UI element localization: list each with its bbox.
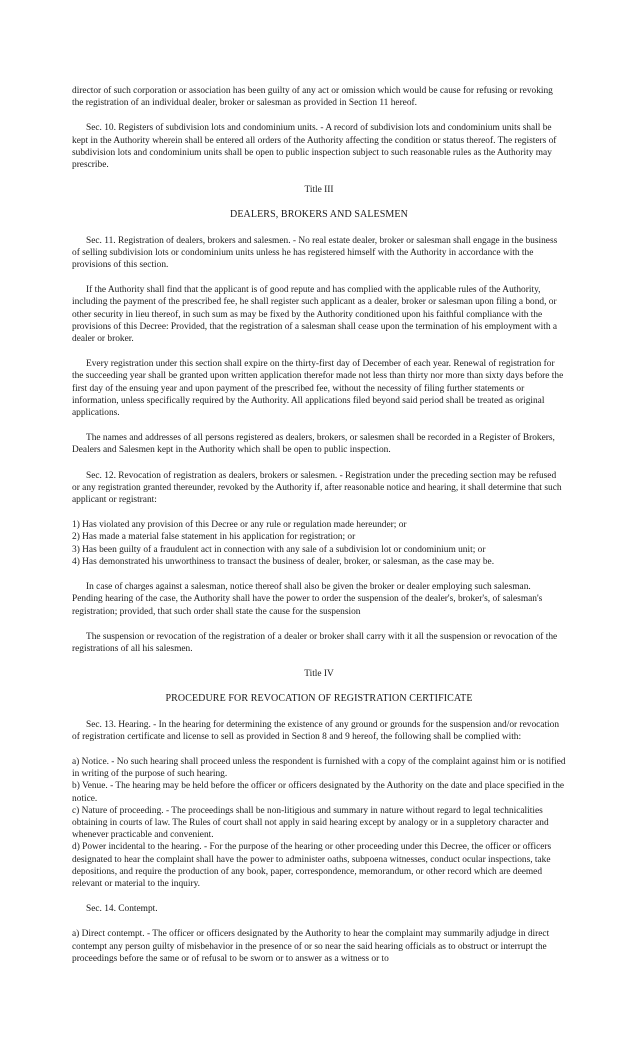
- title-iv-label: Title IV: [304, 669, 334, 680]
- title-iii-label: Title III: [304, 185, 334, 196]
- list-item: 2) Has made a material false statement in his application for registration; or: [72, 532, 356, 543]
- section-13-paragraph: Sec. 13. Hearing. - In the hearing for determining the existence of any ground or grounds for the suspension and/or revocation of registration certificate and license to sell as provided in Section 8 and 9 hereof, the following shall be complied with:: [72, 719, 560, 742]
- pending-hearing-paragraph: Pending hearing of the case, the Authority shall have the power to order the suspension of the dealer's, broker's, of salesman's registration; provided, that such order shall state the cause for the suspension: [72, 594, 543, 617]
- paragraph-continuation: director of such corporation or association has been guilty of any act or omission which would be cause for refusing or revoking the registration of an individual dealer, broker or salesman as provided in Section 11 hereof.: [72, 86, 553, 109]
- direct-contempt-paragraph: a) Direct contempt. - The officer or officers designated by the Authority to hear the complaint may summarily adjudge in direct contempt any person guilty of misbehavior in the presence of or so near the said hearing officials as to obstruct or interrupt the proceedings before the same or of refusal to be sworn or to answer as a witness or to: [72, 929, 550, 964]
- section-10-paragraph: Sec. 10. Registers of subdivision lots and condominium units. - A record of subdivision lots and condominium units shall be kept in the Authority wherein shall be entered all orders of the Authority affecting the condition or status thereof. The registers of subdivision lots and condominium units shall be open to public inspection subject to such reasonable rules as the Authority may prescribe.: [72, 123, 557, 171]
- list-item: c) Nature of proceeding. - The proceedings shall be non-litigious and summary in nature without regard to legal technicalities obtaining in courts of law. The Rules of court shall not apply in said hearing except by analogy or in a suppletory character and whenever practicable and convenient.: [72, 805, 549, 841]
- registration-paragraph: If the Authority shall find that the applicant is of good repute and has complied with the applicable rules of the Authority, including the payment of the prescribed fee, he shall register such applicant as a dealer, broker or salesman upon filing a bond, or other security in lieu thereof, in such sum as may be fixed by the Authority conditioned upon his faithful compliance with the provisions of this Decree: Provided, that the registration of a salesman shall cease upon the termination of his employment with a dealer or broker.: [72, 285, 558, 345]
- title-iii-heading: DEALERS, BROKERS AND SALESMEN: [230, 209, 408, 221]
- list-item: 1) Has violated any provision of this Decree or any rule or regulation made hereunder; or: [72, 520, 407, 531]
- suspension-paragraph: The suspension or revocation of the registration of a dealer or broker shall carry with it all the suspension or revocation of the registrations of all his salesmen.: [72, 631, 558, 654]
- title-iv-heading: PROCEDURE FOR REVOCATION OF REGISTRATION CERTIFICATE: [165, 693, 473, 705]
- section-11-paragraph: Sec. 11. Registration of dealers, brokers and salesmen. - No real estate dealer, broker or salesman shall engage in the business of selling subdivision lots or condominium units unless he has registered himself with the Authority in accordance with the provisions of this section.: [72, 235, 558, 271]
- renewal-paragraph: Every registration under this section shall expire on the thirty-first day of December of each year. Renewal of registration for the succeeding year shall be granted upon written application therefor made not less than thirty nor more than sixty days before the first day of the ensuing year and upon payment of the prescribed fee, without the necessity of filing further statements or information, unless specifically required by the Authority. All applications filed beyond said period shall be treated as original applications.: [72, 359, 564, 419]
- list-item: a) Notice. - No such hearing shall proceed unless the respondent is furnished with a copy of the complaint against him or is notified in writing of the purpose of such hearing.: [72, 756, 566, 780]
- list-item: b) Venue. - The hearing may be held before the officer or officers designated by the Authority on the date and place specified in the notice.: [72, 781, 565, 804]
- list-item: 4) Has demonstrated his unworthiness to transact the business of dealer, broker, or salesman, as the case may be.: [72, 556, 495, 567]
- salesman-notice-paragraph: In case of charges against a salesman, notice thereof shall also be given the broker or dealer employing such salesman.: [86, 582, 531, 593]
- list-item: d) Power incidental to the hearing. - For the purpose of the hearing or other proceeding under this Decree, the officer or officers designated to hear the complaint shall have the power to administer oaths, subpoena witnesses, conduct ocular inspections, take depositions, and require the production of any book, paper, correspondence, memorandum, or other record which are deemed relevant or material to the inquiry.: [72, 842, 552, 889]
- document-page: [72, 85, 566, 978]
- register-paragraph: The names and addresses of all persons registered as dealers, brokers, or salesmen shall be recorded in a Register of Brokers, Dealers and Salesmen kept in the Authority which shall be open to public inspection.: [72, 433, 555, 456]
- section-12-list: [72, 519, 566, 568]
- section-13-list: [72, 756, 566, 890]
- section-14-heading: Sec. 14. Contempt.: [86, 904, 158, 915]
- section-12-paragraph: Sec. 12. Revocation of registration as dealers, brokers or salesmen. - Registration under the preceding section may be refused or any registration granted thereunder, revoked by the Authority if, after reasonable notice and hearing, it shall determine that such applicant or registrant:: [72, 470, 562, 506]
- list-item: 3) Has been guilty of a fraudulent act in connection with any sale of a subdivision lot or condominium unit; or: [72, 544, 486, 555]
- salesman-notice-group: [72, 581, 566, 618]
